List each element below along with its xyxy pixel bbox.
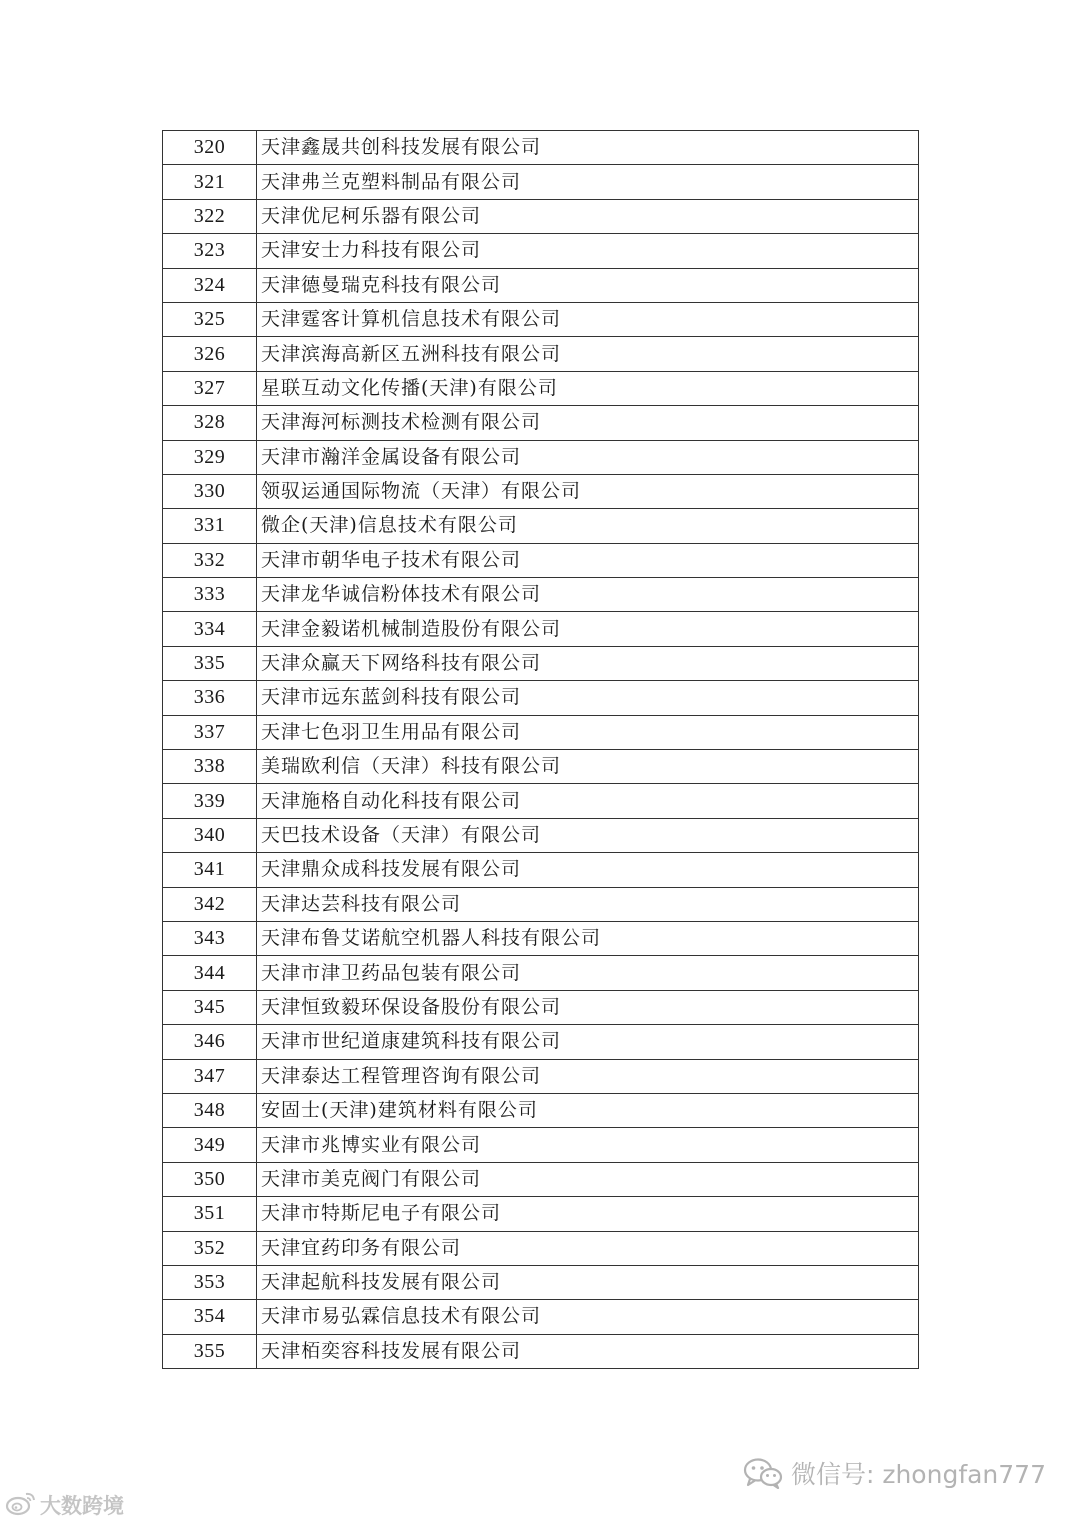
company-name: 天津金毅诺机械制造股份有限公司 [257, 612, 919, 646]
row-number: 345 [163, 990, 257, 1024]
company-name: 天津弗兰克塑料制品有限公司 [257, 165, 919, 199]
table-row [163, 646, 919, 680]
table-row [163, 543, 919, 577]
company-name: 天津霆客计算机信息技术有限公司 [257, 302, 919, 336]
row-number: 352 [163, 1231, 257, 1265]
table-row [163, 371, 919, 405]
table-row [163, 853, 919, 887]
row-number: 329 [163, 440, 257, 474]
row-number: 343 [163, 921, 257, 955]
table-row [163, 1128, 919, 1162]
table-row [163, 440, 919, 474]
table-row [163, 715, 919, 749]
table-row [163, 681, 919, 715]
company-name: 天津众赢天下网络科技有限公司 [257, 646, 919, 680]
row-number: 326 [163, 337, 257, 371]
row-number: 323 [163, 234, 257, 268]
table-row [163, 750, 919, 784]
row-number: 347 [163, 1059, 257, 1093]
company-name: 天津恒致毅环保设备股份有限公司 [257, 990, 919, 1024]
table-row [163, 302, 919, 336]
wechat-id-text: 微信号: zhongfan777 [790, 1460, 1046, 1489]
row-number: 349 [163, 1128, 257, 1162]
row-number: 346 [163, 1025, 257, 1059]
company-name: 天津市兆博实业有限公司 [257, 1128, 919, 1162]
table-row [163, 1059, 919, 1093]
row-number: 322 [163, 199, 257, 233]
table-row [163, 509, 919, 543]
table-row [163, 199, 919, 233]
company-name: 安固士(天津)建筑材料有限公司 [257, 1093, 919, 1127]
company-name: 天津海河标测技术检测有限公司 [257, 406, 919, 440]
company-table-body [163, 131, 919, 1369]
table-row [163, 1265, 919, 1299]
row-number: 353 [163, 1265, 257, 1299]
row-number: 321 [163, 165, 257, 199]
row-number: 333 [163, 578, 257, 612]
company-name: 天津七色羽卫生用品有限公司 [257, 715, 919, 749]
table-row [163, 956, 919, 990]
table-row [163, 1300, 919, 1334]
table-row [163, 612, 919, 646]
row-number: 327 [163, 371, 257, 405]
company-name: 美瑞欧利信（天津）科技有限公司 [257, 750, 919, 784]
company-name: 天巴技术设备（天津）有限公司 [257, 818, 919, 852]
company-name: 天津龙华诚信粉体技术有限公司 [257, 578, 919, 612]
table-row [163, 1162, 919, 1196]
company-name: 天津安士力科技有限公司 [257, 234, 919, 268]
row-number: 335 [163, 646, 257, 680]
company-name: 天津市美克阀门有限公司 [257, 1162, 919, 1196]
row-number: 338 [163, 750, 257, 784]
company-name: 微企(天津)信息技术有限公司 [257, 509, 919, 543]
company-name: 天津布鲁艾诺航空机器人科技有限公司 [257, 921, 919, 955]
company-name: 天津宜药印务有限公司 [257, 1231, 919, 1265]
company-name: 天津栢奕容科技发展有限公司 [257, 1334, 919, 1368]
company-name: 天津市朝华电子技术有限公司 [257, 543, 919, 577]
company-name: 天津滨海高新区五洲科技有限公司 [257, 337, 919, 371]
weibo-logo-icon [4, 1489, 132, 1519]
company-name: 天津市远东蓝剑科技有限公司 [257, 681, 919, 715]
row-number: 354 [163, 1300, 257, 1334]
row-number: 340 [163, 818, 257, 852]
company-name: 天津鼎众成科技发展有限公司 [257, 853, 919, 887]
row-number: 337 [163, 715, 257, 749]
row-number: 341 [163, 853, 257, 887]
company-name: 天津泰达工程管理咨询有限公司 [257, 1059, 919, 1093]
company-name: 天津达芸科技有限公司 [257, 887, 919, 921]
table-row [163, 818, 919, 852]
row-number: 328 [163, 406, 257, 440]
table-row [163, 887, 919, 921]
row-number: 325 [163, 302, 257, 336]
company-name: 天津施格自动化科技有限公司 [257, 784, 919, 818]
row-number: 350 [163, 1162, 257, 1196]
company-name: 天津市世纪道康建筑科技有限公司 [257, 1025, 919, 1059]
company-name: 领驭运通国际物流（天津）有限公司 [257, 474, 919, 508]
company-table [162, 130, 919, 1369]
table-row [163, 578, 919, 612]
company-name: 天津起航科技发展有限公司 [257, 1265, 919, 1299]
company-name: 天津市特斯尼电子有限公司 [257, 1197, 919, 1231]
table-row [163, 165, 919, 199]
row-number: 351 [163, 1197, 257, 1231]
row-number: 320 [163, 131, 257, 165]
company-name: 天津优尼柯乐器有限公司 [257, 199, 919, 233]
row-number: 342 [163, 887, 257, 921]
row-number: 355 [163, 1334, 257, 1368]
row-number: 339 [163, 784, 257, 818]
weibo-watermark [4, 1489, 136, 1519]
company-name: 天津市瀚洋金属设备有限公司 [257, 440, 919, 474]
table-row [163, 474, 919, 508]
table-row [163, 1231, 919, 1265]
row-number: 332 [163, 543, 257, 577]
wechat-watermark [743, 1455, 1046, 1491]
table-row [163, 1334, 919, 1368]
company-name: 天津市津卫药品包装有限公司 [257, 956, 919, 990]
company-name: 天津德曼瑞克科技有限公司 [257, 268, 919, 302]
wechat-icon [743, 1457, 783, 1489]
company-name: 星联互动文化传播(天津)有限公司 [257, 371, 919, 405]
table-row [163, 337, 919, 371]
table-row [163, 1093, 919, 1127]
table-row [163, 1025, 919, 1059]
svg-text:大数跨境: 大数跨境 [40, 1494, 124, 1518]
row-number: 330 [163, 474, 257, 508]
row-number: 336 [163, 681, 257, 715]
table-row [163, 990, 919, 1024]
table-row [163, 131, 919, 165]
row-number: 344 [163, 956, 257, 990]
company-name: 天津市易弘霖信息技术有限公司 [257, 1300, 919, 1334]
company-name: 天津鑫晟共创科技发展有限公司 [257, 131, 919, 165]
row-number: 334 [163, 612, 257, 646]
row-number: 324 [163, 268, 257, 302]
table-row [163, 406, 919, 440]
table-row [163, 234, 919, 268]
row-number: 331 [163, 509, 257, 543]
table-row [163, 268, 919, 302]
table-row [163, 1197, 919, 1231]
table-row [163, 784, 919, 818]
row-number: 348 [163, 1093, 257, 1127]
table-row [163, 921, 919, 955]
